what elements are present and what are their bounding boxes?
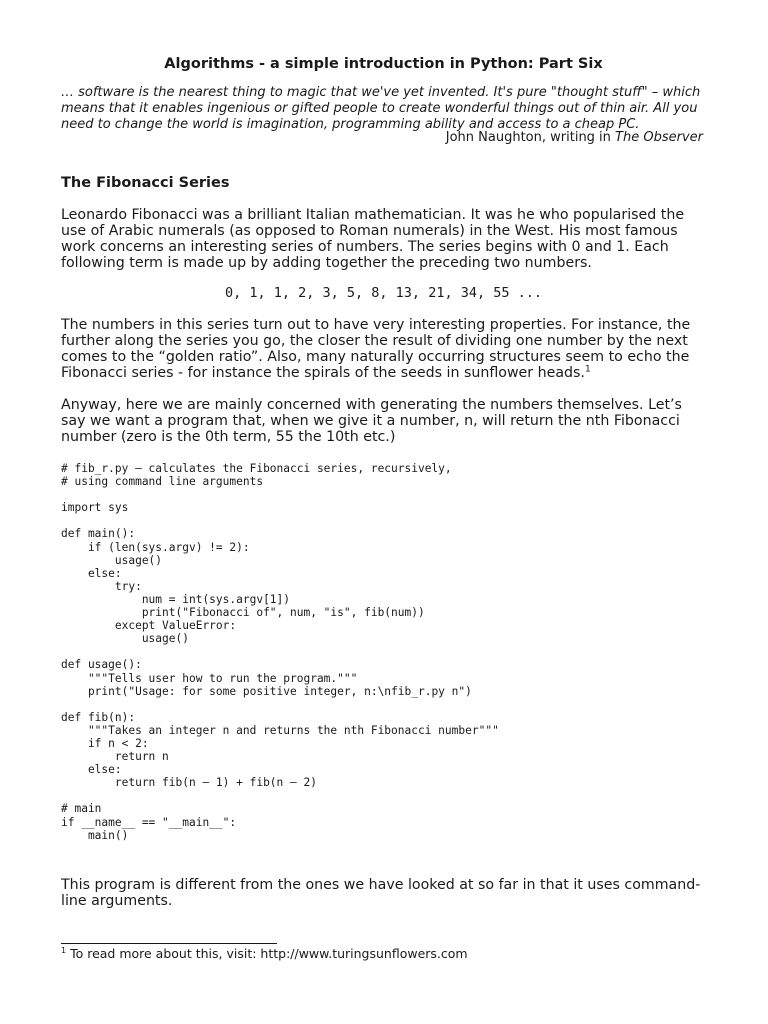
attribution-author: John Naughton, writing in xyxy=(445,130,616,145)
attribution-source: The Observer xyxy=(615,130,703,145)
section-heading: The Fibonacci Series xyxy=(61,175,230,191)
fibonacci-sequence: 0, 1, 1, 2, 3, 5, 8, 13, 21, 34, 55 ... xyxy=(225,285,542,301)
footnote-number: 1 xyxy=(61,945,67,955)
paragraph-closing: This program is different from the ones we have looked at so far in that it uses command-line arguments. xyxy=(61,877,701,910)
paragraph-anyway: Anyway, here we are mainly concerned with generating the numbers themselves. Let’s say we want a program that, when we give it a number, n, will return the nth Fibonacci number (zero is the 0th term, 55 the 10th etc.) xyxy=(61,397,682,446)
code-listing: # fib_r.py – calculates the Fibonacci series, recursively, # using command line arguments import sys def main(): if (len(sys.argv) != 2): usage() else: try: num = int(sys.argv[1]) print("Fibonacci of", num, "is", fib(num)) except ValueError: usage() def usage(): """Tells user how to run the program.""" print("Usage: for some positive integer, n:\nfib_r.py n") def fib(n): """Takes an integer n and returns the nth Fibonacci number""" if n < 2: return n else: return fib(n – 1) + fib(n – 2) # main if __name__ == "__main__": main() xyxy=(61,462,499,842)
footnote xyxy=(61,946,468,961)
footnote-divider xyxy=(61,943,277,944)
footnote-reference: 1 xyxy=(584,364,591,375)
epigraph-quote: … software is the nearest thing to magic that we've yet invented. It's pure "thought stuff" – which means that it enables ingenious or gifted people to create wonderful things out of thin air. All you need to change the world is imagination, programming ability and access to a cheap PC. xyxy=(61,85,701,132)
paragraph-properties-text: The numbers in this series turn out to have very interesting properties. For instance, the further along the series you go, the closer the result of dividing one number by the next comes to the “golden ratio”. Also, many naturally occurring structures seem to echo the Fibonacci series - for instance the spirals of the seeds in sunflower heads. xyxy=(61,317,691,382)
quote-attribution xyxy=(446,130,703,146)
footnote-text: To read more about this, visit: http://www.turingsunflowers.com xyxy=(66,946,468,961)
page-title: Algorithms - a simple introduction in Python: Part Six xyxy=(164,56,603,72)
paragraph-properties xyxy=(61,317,706,381)
paragraph-intro: Leonardo Fibonacci was a brilliant Italian mathematician. It was he who popularised the use of Arabic numerals (as opposed to Roman numerals) in the West. His most famous work concerns an interesting series of numbers. The series begins with 0 and 1. Each following term is made up by adding together the preceding two numbers. xyxy=(61,207,685,272)
